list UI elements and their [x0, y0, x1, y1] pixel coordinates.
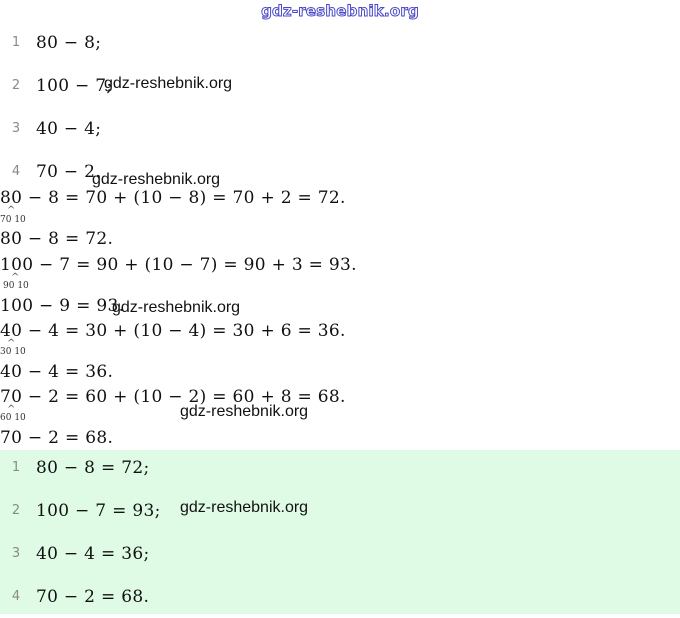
task-row [0, 107, 680, 150]
watermark: gdz-reshebnik.org [112, 299, 241, 316]
watermark: gdz-reshebnik.org [104, 75, 233, 92]
split-label: 90 10 [3, 281, 29, 291]
row-number: 2 [11, 503, 21, 518]
answer-row [0, 489, 680, 532]
solution-line: 40 − 4 = 30 + (10 − 4) = 30 + 6 = 36. [0, 321, 346, 341]
answer-expression: 40 − 4 = 36; [36, 543, 150, 564]
split-label: 70 10 [0, 215, 26, 225]
answer-row [0, 532, 680, 575]
answer-expression: 80 − 8 = 72; [36, 457, 150, 478]
task-expression: 100 − 7; [36, 75, 113, 96]
solution-result: 100 − 9 = 93. [0, 296, 125, 316]
solution-result: 40 − 4 = 36. [0, 362, 114, 382]
split-caret: ^ [7, 404, 16, 415]
split-label: 60 10 [0, 413, 26, 423]
watermark: gdz-reshebnik.org [92, 171, 221, 188]
row-number: 4 [11, 589, 21, 604]
split-label: 30 10 [0, 347, 26, 357]
row-number: 1 [11, 460, 21, 475]
answer-box [0, 450, 680, 614]
answer-expression: 100 − 7 = 93; [36, 500, 161, 521]
task-expression: 80 − 8; [36, 32, 102, 53]
split-caret: ^ [7, 338, 16, 349]
task-row [0, 64, 680, 107]
row-number: 4 [11, 164, 21, 179]
task-expression: 70 − 2. [36, 161, 102, 182]
row-number: 2 [11, 78, 21, 93]
watermark: gdz-reshebnik.org [180, 499, 309, 516]
answer-row [0, 575, 680, 618]
row-number: 3 [11, 546, 21, 561]
split-caret: ^ [7, 205, 16, 216]
solution-line: 70 − 2 = 60 + (10 − 2) = 60 + 8 = 68. [0, 387, 346, 407]
header-watermark: gdz-reshebnik.org [261, 2, 419, 20]
row-number: 3 [11, 121, 21, 136]
row-number: 1 [11, 35, 21, 50]
answer-expression: 70 − 2 = 68. [36, 586, 150, 607]
solution-line: 100 − 7 = 90 + (10 − 7) = 90 + 3 = 93. [0, 255, 357, 275]
solution-result: 70 − 2 = 68. [0, 428, 114, 448]
watermark: gdz-reshebnik.org [180, 403, 309, 420]
solution-result: 80 − 8 = 72. [0, 229, 114, 249]
task-row [0, 21, 680, 64]
split-caret: ^ [11, 272, 20, 283]
task-expression: 40 − 4; [36, 118, 102, 139]
solution-line: 80 − 8 = 70 + (10 − 8) = 70 + 2 = 72. [0, 188, 346, 208]
answer-row [0, 446, 680, 489]
